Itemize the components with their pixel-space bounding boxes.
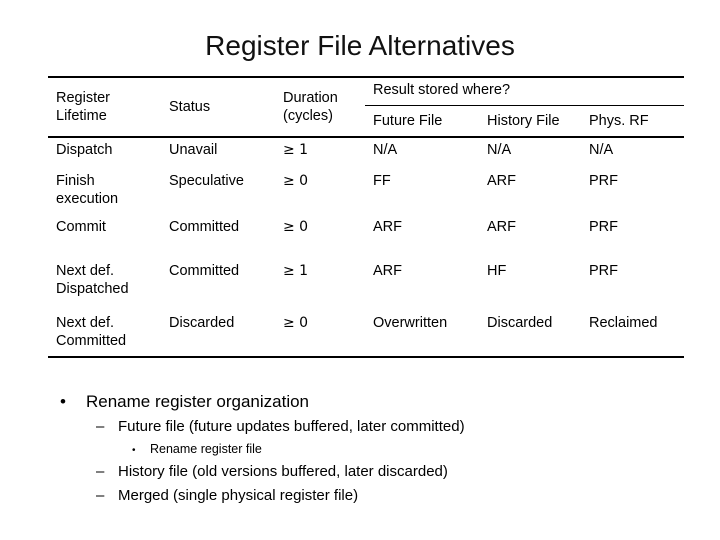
cell-lifetime: Finish execution: [56, 173, 119, 207]
sub-bullet-future-file: [96, 418, 465, 435]
cell-duration: ≥ 0: [275, 311, 365, 357]
sub-bullet-merged: [96, 487, 358, 504]
cell-lifetime: Next def. Dispatched: [56, 263, 129, 297]
cell-duration: ≥ 1: [283, 263, 309, 279]
header-duration: Duration (cycles): [275, 77, 365, 137]
cell-duration: ≥ 0: [283, 173, 309, 189]
cell-status: Discarded: [161, 311, 275, 357]
bullet-text: Future file (future updates buffered, later committed): [118, 418, 465, 435]
slide-title: Register File Alternatives: [205, 30, 515, 61]
cell-phys-rf: PRF: [589, 173, 618, 189]
cell-history-file: ARF: [487, 219, 516, 235]
dash-glyph: –: [96, 487, 105, 504]
cell-phys-rf: N/A: [589, 142, 614, 158]
bullet-rename-organization: [60, 392, 309, 412]
dash-glyph: –: [96, 463, 105, 480]
cell-phys-rf: PRF: [589, 219, 618, 235]
bullet-text: Merged (single physical register file): [118, 487, 359, 504]
table-row: [48, 259, 684, 311]
table-row: [48, 215, 684, 259]
cell-status: Speculative: [169, 173, 244, 189]
cell-lifetime: Dispatch: [56, 142, 113, 158]
header-history-file: History File: [479, 106, 581, 138]
cell-future-file: ARF: [373, 219, 402, 235]
header-future-file: Future File: [365, 106, 479, 138]
bullet-text: History file (old versions buffered, later discarded): [118, 463, 448, 480]
header-result-stored-where: Result stored where?: [365, 77, 684, 106]
cell-history-file: N/A: [487, 142, 512, 158]
cell-status: Committed: [169, 219, 240, 235]
bullet-text: Rename register organization: [86, 392, 310, 411]
cell-history-file: HF: [487, 263, 507, 279]
cell-future-file: ARF: [373, 263, 402, 279]
sub-sub-bullet-rename-register-file: [132, 442, 262, 456]
table-row: [48, 311, 684, 357]
cell-status: Committed: [169, 263, 240, 279]
cell-history-file: ARF: [487, 173, 516, 189]
table-row: [48, 137, 684, 169]
cell-future-file: Overwritten: [365, 311, 479, 357]
cell-phys-rf: Reclaimed: [581, 311, 684, 357]
cell-duration: ≥ 0: [283, 219, 309, 235]
cell-lifetime: Commit: [56, 219, 106, 235]
cell-future-file: FF: [373, 173, 391, 189]
bullet-glyph: •: [60, 392, 66, 411]
cell-future-file: N/A: [373, 142, 398, 158]
cell-phys-rf: PRF: [589, 263, 618, 279]
bullet-text: Rename register file: [150, 442, 262, 456]
cell-lifetime: Next def. Committed: [48, 311, 161, 357]
table-header-row-1: [48, 77, 684, 106]
header-phys-rf: Phys. RF: [581, 106, 684, 138]
register-file-table: [48, 76, 684, 358]
sub-bullet-history-file: [96, 463, 448, 480]
cell-history-file: Discarded: [479, 311, 581, 357]
header-register-lifetime: Register Lifetime: [48, 77, 161, 137]
bullet-glyph: •: [132, 445, 136, 456]
dash-glyph: –: [96, 418, 105, 435]
header-status: Status: [161, 77, 275, 137]
cell-duration: ≥ 1: [283, 142, 309, 158]
cell-status: Unavail: [169, 142, 218, 158]
table-row: [48, 169, 684, 215]
